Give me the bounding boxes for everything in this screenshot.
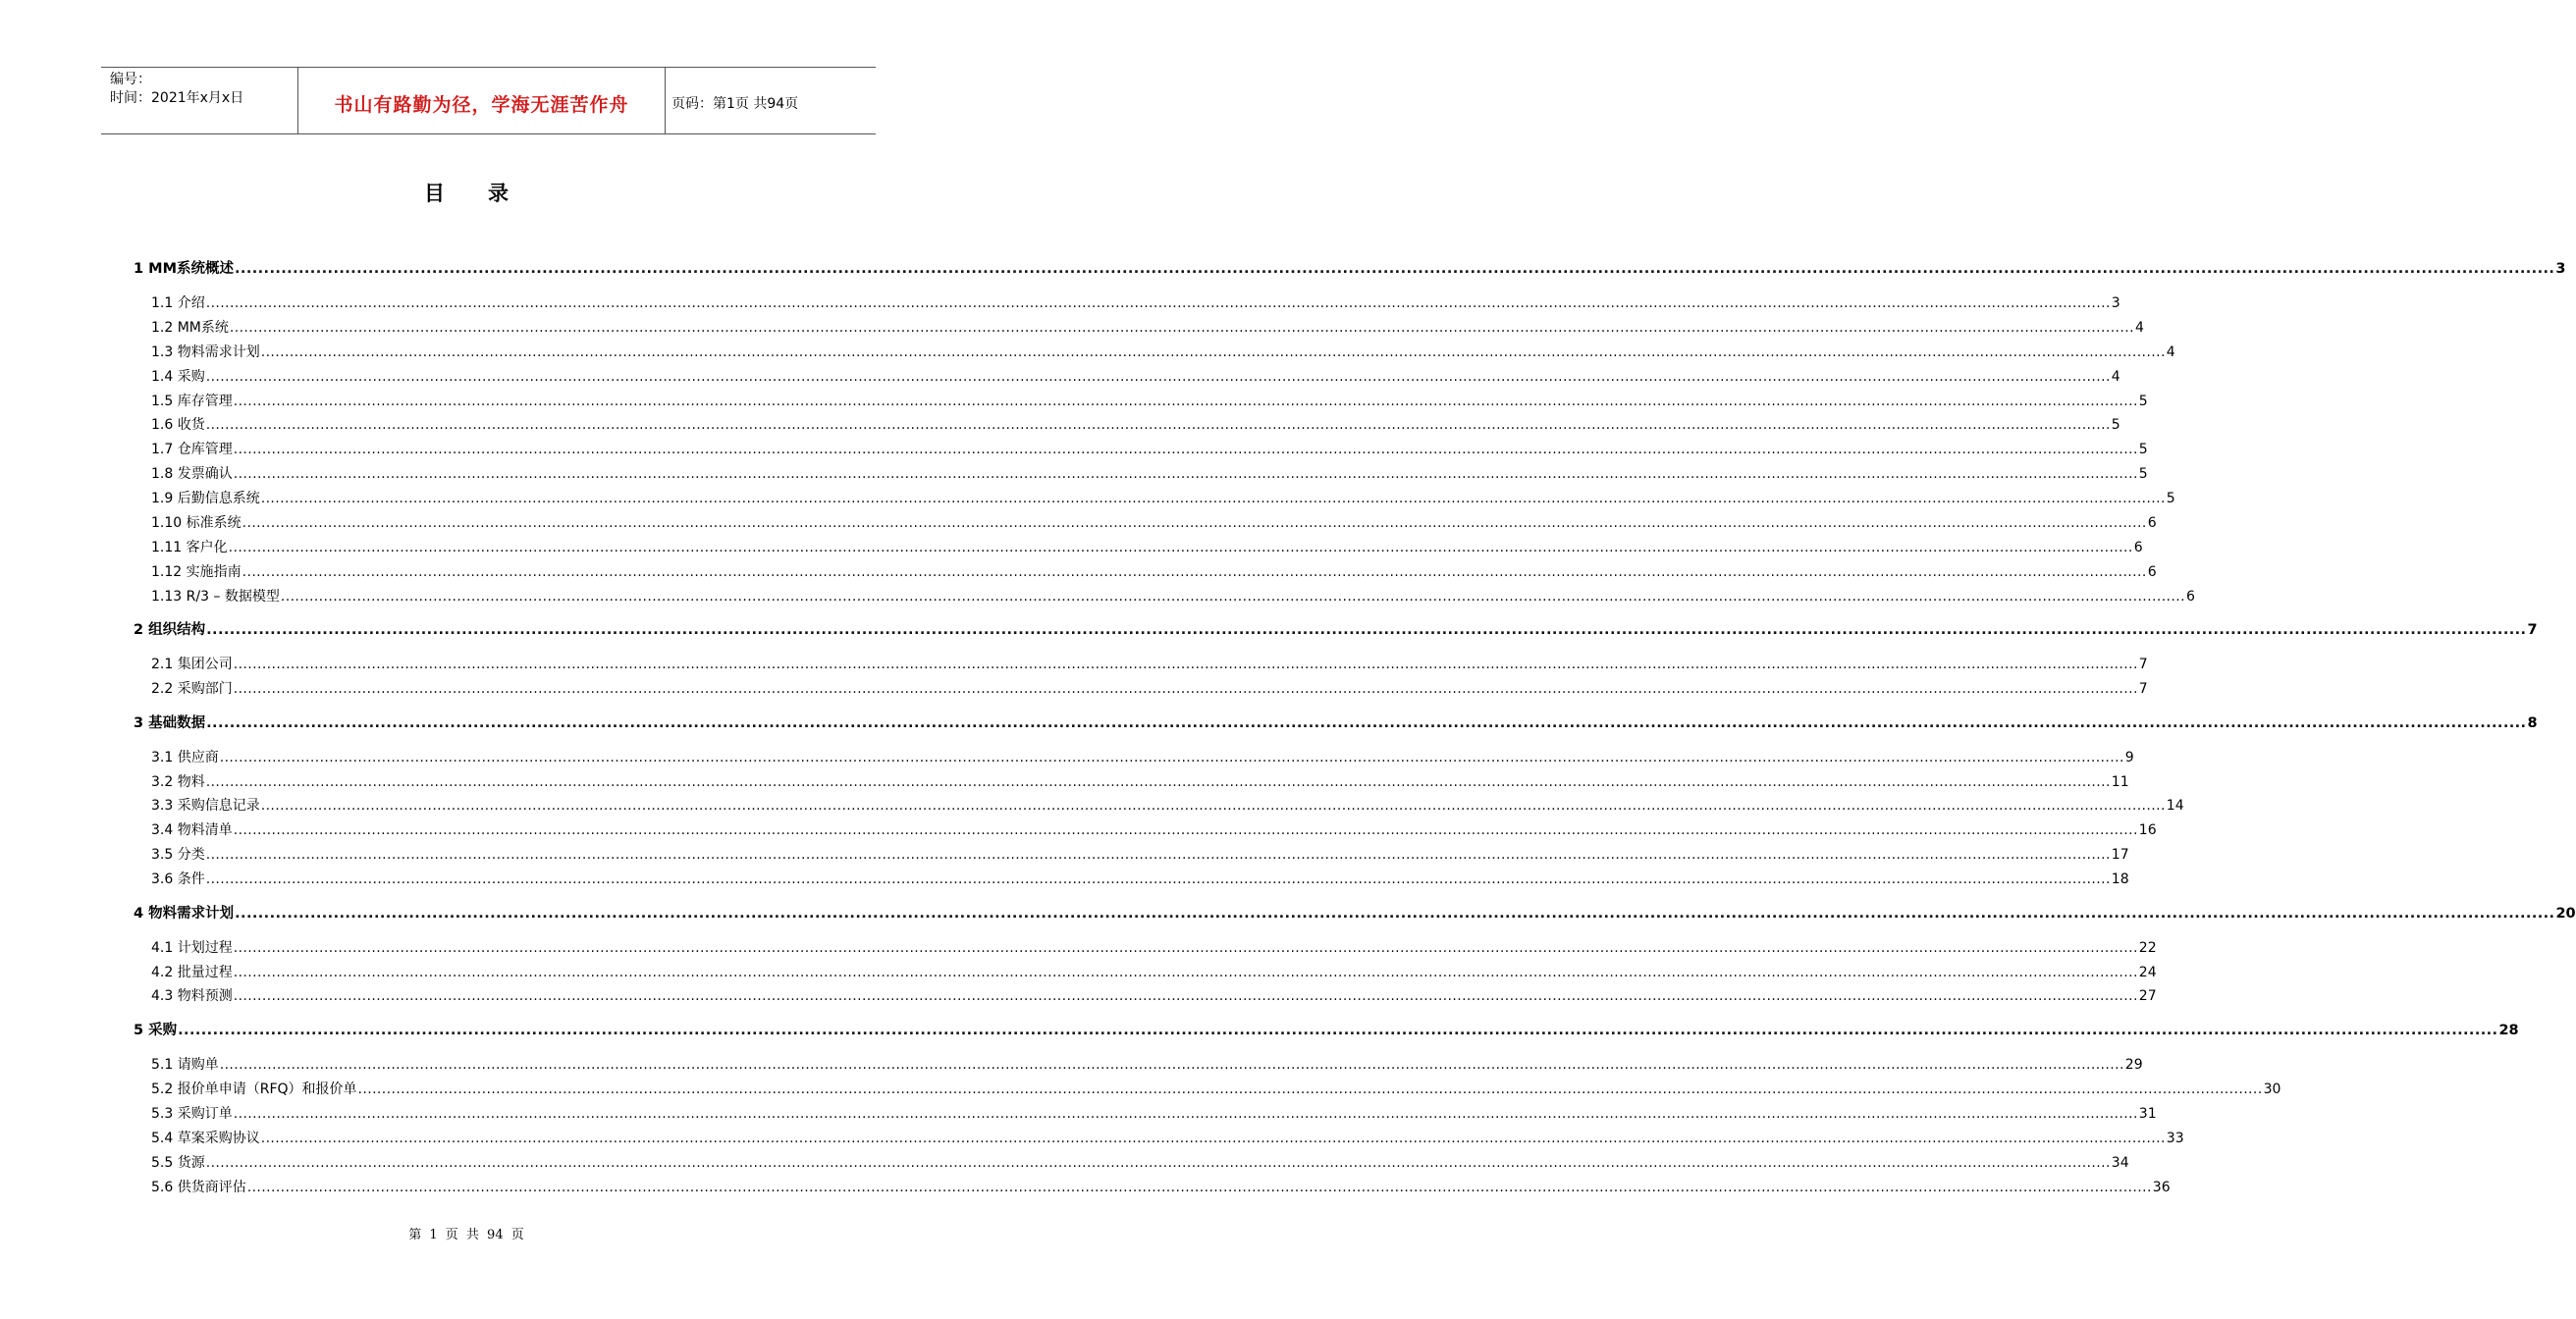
- toc-entry-label: 5.5 货源: [151, 1155, 205, 1171]
- toc-entry-label: 3.6 条件: [151, 871, 205, 887]
- number-label: 编号：: [110, 72, 151, 87]
- toc-leader-dots: ................................................................................................................................................................................................................................................................................................................................................................................................................: [205, 369, 2111, 385]
- toc-entry-label: 1.11 客户化: [151, 540, 228, 555]
- toc-leader-dots: ................................................................................................................................................................................................................................................................................................................................................................................................................: [229, 320, 2134, 336]
- toc-entry-page: 36: [2152, 1180, 2171, 1195]
- toc-entry-page: 24: [2138, 965, 2157, 980]
- toc-section-entry[interactable]: [151, 513, 2157, 533]
- toc-entry-page: 20: [2555, 906, 2576, 922]
- toc-entry-label: 3 基础数据: [134, 715, 206, 731]
- toc-entry-label: 2.2 采购部门: [151, 681, 233, 697]
- toc-section-entry[interactable]: [151, 820, 2157, 840]
- toc-section-entry[interactable]: [151, 679, 2148, 699]
- toc-entry-label: 1.8 发票确认: [151, 466, 233, 482]
- toc-leader-dots: ................................................................................................................................................................................................................................................................................................................................................................................................................: [233, 681, 2138, 697]
- toc-title: [0, 178, 933, 207]
- toc-section-entry[interactable]: [151, 415, 2120, 435]
- toc-entry-label: 1.5 库存管理: [151, 394, 233, 409]
- toc-entry-label: 4.1 计划过程: [151, 940, 233, 956]
- toc-leader-dots: ................................................................................................................................................................................................................................................................................................................................................................................................................: [260, 798, 2166, 814]
- toc-section-entry[interactable]: [151, 1129, 2184, 1148]
- toc-leader-dots: ................................................................................................................................................................................................................................................................................................................................................................................................................: [280, 589, 2185, 605]
- toc-leader-dots: ................................................................................................................................................................................................................................................................................................................................................................................................................: [242, 564, 2147, 580]
- toc-leader-dots: ................................................................................................................................................................................................................................................................................................................................................................................................................: [233, 1106, 2138, 1122]
- toc-section-entry[interactable]: [151, 748, 2134, 767]
- toc-entry-label: 1.9 后勤信息系统: [151, 491, 260, 506]
- toc-leader-dots: ................................................................................................................................................................................................................................................................................................................................................................................................................: [233, 442, 2138, 457]
- toc-entry-page: 6: [2185, 589, 2195, 605]
- page-footer: 第 1 页 共 94 页: [408, 1228, 524, 1242]
- toc-entry-label: 5 采购: [134, 1023, 178, 1038]
- toc-section-entry[interactable]: [151, 1055, 2143, 1075]
- toc-title-part: 目: [424, 182, 445, 205]
- toc-section-entry[interactable]: [151, 1080, 2281, 1099]
- toc-entry-label: 1.7 仓库管理: [151, 442, 233, 457]
- toc-section-entry[interactable]: [151, 963, 2157, 982]
- toc-chapter-entry[interactable]: [134, 713, 2538, 733]
- toc-section-entry[interactable]: [151, 870, 2129, 889]
- toc-entry-label: 2 组织结构: [134, 622, 206, 638]
- toc-leader-dots: ................................................................................................................................................................................................................................................................................................................................................................................................................: [205, 871, 2111, 887]
- toc-entry-label: 5.1 请购单: [151, 1057, 219, 1073]
- toc-section-entry[interactable]: [151, 796, 2184, 816]
- toc-entry-label: 1.3 物料需求计划: [151, 344, 260, 360]
- toc-entry-page: 27: [2138, 988, 2157, 1004]
- toc-entry-page: 3: [2555, 261, 2566, 277]
- toc-leader-dots: ................................................................................................................................................................................................................................................................................................................................................................................................................: [205, 417, 2111, 433]
- toc-entry-page: 5: [2111, 417, 2120, 433]
- page-header: [101, 67, 876, 134]
- toc-leader-dots: ................................................................................................................................................................................................................................................................................................................................................................................................................: [219, 750, 2124, 765]
- toc-entry-label: 3.1 供应商: [151, 750, 219, 765]
- toc-entry-label: 1.13 R/3 – 数据模型: [151, 589, 280, 605]
- toc-section-entry[interactable]: [151, 343, 2175, 362]
- toc-leader-dots: ................................................................................................................................................................................................................................................................................................................................................................................................................: [233, 940, 2138, 956]
- toc-leader-dots: ................................................................................................................................................................................................................................................................................................................................................................................................................: [235, 261, 2555, 277]
- toc-leader-dots: ................................................................................................................................................................................................................................................................................................................................................................................................................: [228, 540, 2133, 555]
- toc-chapter-entry[interactable]: [134, 904, 2576, 923]
- toc-leader-dots: ................................................................................................................................................................................................................................................................................................................................................................................................................: [260, 1131, 2166, 1146]
- toc-entry-page: 7: [2527, 622, 2538, 638]
- toc-chapter-entry[interactable]: [134, 620, 2538, 640]
- toc-entry-label: 5.2 报价单申请（RFQ）和报价单: [151, 1082, 357, 1097]
- toc-leader-dots: ................................................................................................................................................................................................................................................................................................................................................................................................................: [260, 344, 2166, 360]
- toc-leader-dots: ................................................................................................................................................................................................................................................................................................................................................................................................................: [357, 1082, 2263, 1097]
- toc-entry-label: 3.5 分类: [151, 847, 205, 863]
- toc-chapter-entry[interactable]: [134, 259, 2566, 279]
- toc-entry-page: 6: [2147, 515, 2157, 531]
- toc-entry-label: 1.10 标准系统: [151, 515, 242, 531]
- toc-section-entry[interactable]: [151, 318, 2144, 338]
- toc-leader-dots: ................................................................................................................................................................................................................................................................................................................................................................................................................: [233, 394, 2138, 409]
- toc-leader-dots: ................................................................................................................................................................................................................................................................................................................................................................................................................: [235, 906, 2555, 922]
- toc-entry-page: 9: [2124, 750, 2134, 765]
- toc-entry-page: 8: [2527, 715, 2538, 731]
- toc-section-entry[interactable]: [151, 986, 2157, 1006]
- toc-entry-label: 3.4 物料清单: [151, 822, 233, 838]
- toc-entry-label: 4 物料需求计划: [134, 906, 235, 922]
- toc-entry-page: 30: [2263, 1082, 2281, 1097]
- toc-leader-dots: ................................................................................................................................................................................................................................................................................................................................................................................................................: [233, 988, 2138, 1004]
- toc-leader-dots: ................................................................................................................................................................................................................................................................................................................................................................................................................: [260, 491, 2166, 506]
- toc-section-entry[interactable]: [151, 1104, 2157, 1124]
- toc-section-entry[interactable]: [151, 587, 2195, 607]
- toc-entry-label: 1.2 MM系统: [151, 320, 229, 336]
- toc-leader-dots: ................................................................................................................................................................................................................................................................................................................................................................................................................: [205, 1155, 2111, 1171]
- toc-entry-page: 17: [2111, 847, 2129, 863]
- toc-entry-label: 3.3 采购信息记录: [151, 798, 260, 814]
- toc-section-entry[interactable]: [151, 489, 2175, 508]
- toc-section-entry[interactable]: [151, 845, 2129, 865]
- header-motto-cell: [297, 68, 666, 133]
- toc-entry-label: 4.2 批量过程: [151, 965, 233, 980]
- toc-entry-label: 5.6 供货商评估: [151, 1180, 246, 1195]
- toc-section-entry[interactable]: [151, 293, 2120, 313]
- toc-title-part: 录: [488, 182, 509, 205]
- toc-entry-page: 5: [2166, 491, 2175, 506]
- time-label: 时间：2021年x月x日: [110, 90, 244, 106]
- toc-entry-page: 6: [2147, 564, 2157, 580]
- toc-leader-dots: ................................................................................................................................................................................................................................................................................................................................................................................................................: [242, 515, 2147, 531]
- toc-section-entry[interactable]: [151, 562, 2157, 582]
- toc-entry-label: 1.6 收货: [151, 417, 205, 433]
- toc-leader-dots: ................................................................................................................................................................................................................................................................................................................................................................................................................: [233, 965, 2138, 980]
- toc-entry-page: 4: [2166, 344, 2175, 360]
- motto-text: 书山有路勤为径，学海无涯苦作舟: [334, 94, 629, 116]
- toc-entry-page: 5: [2138, 442, 2148, 457]
- toc-entry-page: 16: [2138, 822, 2157, 838]
- toc-leader-dots: ................................................................................................................................................................................................................................................................................................................................................................................................................: [206, 715, 2527, 731]
- toc-leader-dots: ................................................................................................................................................................................................................................................................................................................................................................................................................: [178, 1023, 2498, 1038]
- toc-entry-page: 7: [2138, 681, 2148, 697]
- toc-section-entry[interactable]: [151, 464, 2148, 484]
- toc-section-entry[interactable]: [151, 367, 2120, 387]
- toc-section-entry[interactable]: [151, 1153, 2129, 1173]
- header-meta-cell: [101, 68, 297, 133]
- toc-leader-dots: ................................................................................................................................................................................................................................................................................................................................................................................................................: [205, 295, 2111, 311]
- toc-entry-page: 14: [2166, 798, 2184, 814]
- toc-entry-label: 5.3 采购订单: [151, 1106, 233, 1122]
- toc-section-entry[interactable]: [151, 772, 2129, 792]
- toc-leader-dots: ................................................................................................................................................................................................................................................................................................................................................................................................................: [233, 466, 2138, 482]
- toc-leader-dots: ................................................................................................................................................................................................................................................................................................................................................................................................................: [205, 774, 2111, 790]
- toc-entry-page: 31: [2138, 1106, 2157, 1122]
- toc-entry-page: 6: [2133, 540, 2143, 555]
- toc-entry-page: 28: [2498, 1023, 2519, 1038]
- toc-entry-page: 33: [2166, 1131, 2184, 1146]
- toc-leader-dots: ................................................................................................................................................................................................................................................................................................................................................................................................................: [219, 1057, 2124, 1073]
- toc-entry-page: 7: [2138, 657, 2148, 672]
- toc-entry-page: 5: [2138, 466, 2148, 482]
- toc-entry-page: 22: [2138, 940, 2157, 956]
- toc-entry-page: 34: [2111, 1155, 2129, 1171]
- toc-leader-dots: ................................................................................................................................................................................................................................................................................................................................................................................................................: [206, 622, 2527, 638]
- toc-entry-page: 11: [2111, 774, 2129, 790]
- toc-entry-page: 5: [2138, 394, 2148, 409]
- toc-entry-page: 29: [2124, 1057, 2143, 1073]
- toc-leader-dots: ................................................................................................................................................................................................................................................................................................................................................................................................................: [246, 1180, 2152, 1195]
- page-info: 页码：第1页 共94页: [671, 96, 799, 112]
- toc-section-entry[interactable]: [151, 538, 2143, 557]
- toc-leader-dots: ................................................................................................................................................................................................................................................................................................................................................................................................................: [205, 847, 2111, 863]
- toc-entry-label: 5.4 草案采购协议: [151, 1131, 260, 1146]
- toc-entry-label: 1 MM系统概述: [134, 261, 234, 277]
- toc-entry-label: 4.3 物料预测: [151, 988, 233, 1004]
- toc-entry-page: 3: [2111, 295, 2120, 311]
- toc-section-entry[interactable]: [151, 938, 2157, 958]
- toc-entry-label: 2.1 集团公司: [151, 657, 233, 672]
- toc-section-entry[interactable]: [151, 655, 2148, 674]
- toc-chapter-entry[interactable]: [134, 1021, 2519, 1040]
- toc-entry-page: 4: [2111, 369, 2120, 385]
- toc-entry-label: 1.12 实施指南: [151, 564, 242, 580]
- toc-leader-dots: ................................................................................................................................................................................................................................................................................................................................................................................................................: [233, 657, 2138, 672]
- toc-entry-page: 18: [2111, 871, 2129, 887]
- toc-leader-dots: ................................................................................................................................................................................................................................................................................................................................................................................................................: [233, 822, 2138, 838]
- toc-entry-label: 1.4 采购: [151, 369, 205, 385]
- toc-section-entry[interactable]: [151, 440, 2148, 459]
- toc-entry-page: 4: [2134, 320, 2144, 336]
- header-page-cell: [665, 68, 876, 133]
- toc-section-entry[interactable]: [151, 392, 2148, 411]
- toc-section-entry[interactable]: [151, 1178, 2171, 1197]
- toc-entry-label: 1.1 介绍: [151, 295, 205, 311]
- toc-entry-label: 3.2 物料: [151, 774, 205, 790]
